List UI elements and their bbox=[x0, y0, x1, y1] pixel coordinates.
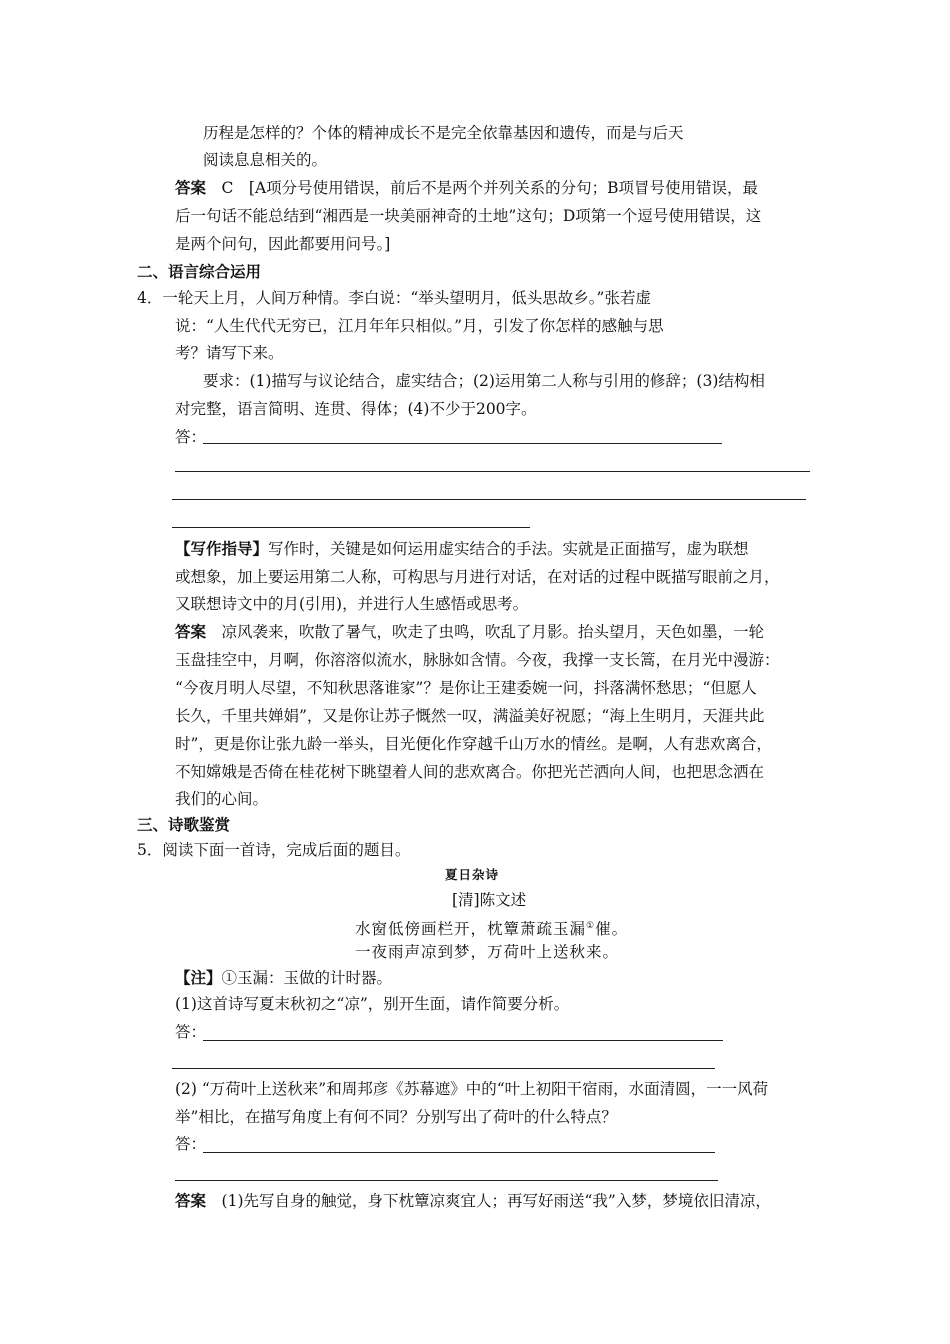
poem-title: 夏日杂诗 bbox=[445, 867, 500, 882]
answer3-line-1 bbox=[175, 177, 758, 199]
answer-label: 答案 bbox=[175, 178, 207, 197]
guide-line-3: 又联想诗文中的月(引用)，并进行人生感悟或思考。 bbox=[175, 595, 529, 613]
answer4-line-4: 长久，千里共婵娟”，又是你让苏子慨然一叹，满溢美好祝愿；“海上生明月，天涯共此 bbox=[175, 707, 765, 725]
answer-blank-line[interactable] bbox=[203, 1152, 715, 1153]
q5-sub2-line-1: (2) “万荷叶上送秋来”和周邦彦《苏幕遮》中的“叶上初阳干宿雨，水面清圆，一一风荷 bbox=[175, 1080, 769, 1098]
poem-verse-1: 水窗低傍画栏开，枕簟萧疏玉漏①催。 bbox=[355, 920, 629, 939]
q4-requirement-1: 要求：(1)描写与议论结合，虚实结合；(2)运用第二人称与引用的修辞；(3)结构相 bbox=[203, 372, 765, 390]
answer-blank-line[interactable] bbox=[172, 499, 806, 500]
answer-label: 答案 bbox=[175, 622, 207, 641]
poem-author: [清]陈文述 bbox=[452, 891, 527, 909]
q5-sub1: (1)这首诗写夏末秋初之“凉”，别开生面，请作简要分析。 bbox=[175, 995, 570, 1013]
answer4-line-1 bbox=[175, 621, 764, 643]
answer4-line-3: “今夜月明人尽望，不知秋思落谁家”？是你让王建委婉一问，抖落满怀愁思；“但愿人 bbox=[175, 679, 757, 697]
answer-blank-line[interactable] bbox=[172, 527, 530, 528]
note-label: 【注】 bbox=[175, 968, 222, 987]
section3-heading: 三、诗歌鉴赏 bbox=[137, 815, 231, 834]
intro-line-1: 历程是怎样的？个体的精神成长不是完全依靠基因和遗传，而是与后天 bbox=[203, 124, 684, 142]
q4-line-3: 考？请写下来。 bbox=[175, 344, 284, 362]
q5-answer-prompt-1: 答： bbox=[175, 1023, 207, 1041]
q4-line-1: 4．一轮天上月，人间万种情。李白说：“举头望明月，低头思故乡。”张若虚 bbox=[137, 289, 651, 307]
answer3-line-2: 后一句话不能总结到“湘西是一块美丽神奇的土地”这句；D项第一个逗号使用错误，这 bbox=[175, 207, 762, 225]
answer4-line-2: 玉盘挂空中，月啊，你溶溶似流水，脉脉如含情。今夜，我撑一支长篙，在月光中漫游： bbox=[175, 651, 780, 669]
q5-answer-prompt-2: 答： bbox=[175, 1135, 207, 1153]
note-text: ①玉漏：玉做的计时器。 bbox=[221, 969, 393, 987]
footnote-marker: ① bbox=[586, 921, 596, 931]
answer5-text-1: (1)先写自身的触觉，身下枕簟凉爽宜人；再写好雨送“我”入梦，梦境依旧清凉， bbox=[221, 1192, 771, 1210]
poem-note bbox=[175, 967, 392, 989]
answer-blank-line[interactable] bbox=[203, 443, 722, 444]
q5-sub2-line-2: 举”相比，在描写角度上有何不同？分别写出了荷叶的什么特点？ bbox=[175, 1108, 617, 1126]
answer4-line-7: 我们的心间。 bbox=[175, 790, 269, 808]
q4-line-2: 说：“人生代代无穷已，江月年年只相似。”月，引发了你怎样的感触与思 bbox=[175, 317, 664, 335]
answer5-line-1 bbox=[175, 1190, 771, 1212]
answer-blank-line[interactable] bbox=[172, 1068, 715, 1069]
intro-line-2: 阅读息息相关的。 bbox=[203, 151, 328, 169]
answer4-text-1: 凉风袭来，吹散了暑气，吹走了虫鸣，吹乱了月影。抬头望月，天色如墨，一轮 bbox=[221, 623, 765, 641]
guide-label: 【写作指导】 bbox=[175, 539, 269, 558]
guide-text-1: 写作时，关键是如何运用虚实结合的手法。实就是正面描写，虚为联想 bbox=[268, 540, 749, 558]
answer4-line-6: 不知嫦娥是否倚在桂花树下眺望着人间的悲欢离合。你把光芒洒向人间，也把思念洒在 bbox=[175, 763, 765, 781]
q4-requirement-2: 对完整，语言简明、连贯、得体；(4)不少于200字。 bbox=[175, 400, 537, 418]
answer-label: 答案 bbox=[175, 1191, 207, 1210]
q4-answer-prompt: 答： bbox=[175, 428, 207, 446]
poem-verse-2: 一夜雨声凉到梦，万荷叶上送秋来。 bbox=[355, 943, 620, 961]
answer-blank-line[interactable] bbox=[175, 471, 810, 472]
answer-blank-line[interactable] bbox=[203, 1040, 723, 1041]
answer4-line-5: 时”，更是你让张九龄一举头，目光便化作穿越千山万水的情丝。是啊，人有悲欢离合， bbox=[175, 735, 772, 753]
guide-line-2: 或想象，加上要运用第二人称，可构思与月进行对话，在对话的过程中既描写眼前之月， bbox=[175, 568, 780, 586]
answer3-line-3: 是两个问句，因此都要用问号。] bbox=[175, 235, 391, 253]
guide-line-1 bbox=[175, 538, 749, 560]
answer-blank-line[interactable] bbox=[175, 1180, 718, 1181]
section2-heading: 二、语言综合运用 bbox=[137, 262, 262, 281]
q5-prompt: 5．阅读下面一首诗，完成后面的题目。 bbox=[137, 841, 411, 859]
answer3-text-1: C [A项分号使用错误，前后不是两个并列关系的分句；B项冒号使用错误，最 bbox=[221, 179, 759, 197]
